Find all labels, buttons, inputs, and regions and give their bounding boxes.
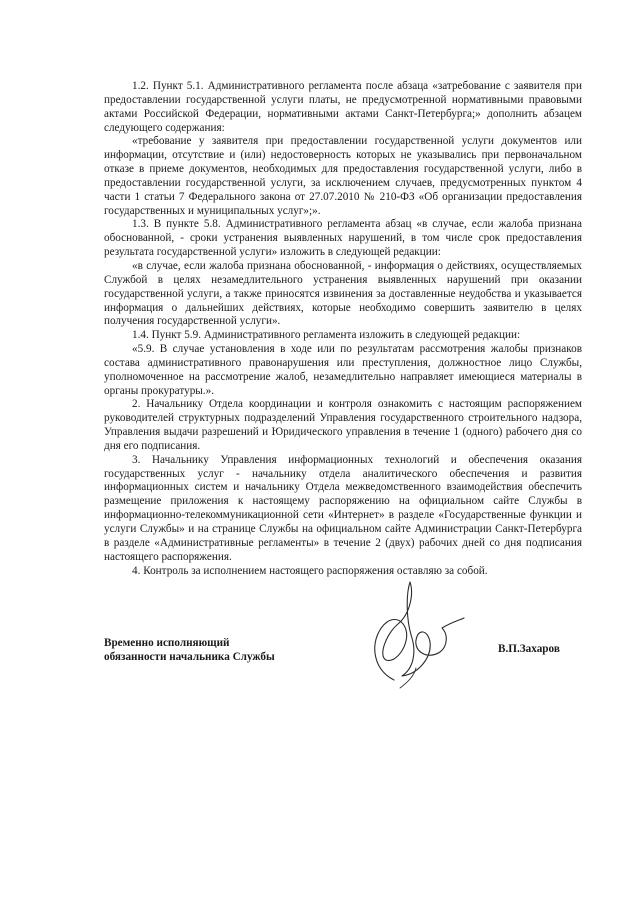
document-body [104, 80, 582, 578]
paragraph-1-2-quote: «требование у заявителя при предоставлении государственной услуги документов или информации, отсутствие и (или) недостоверность которых не указывались при первоначальном отказе в приеме документов, необходимых для предоставления государственной услуги, либо в предоставлении государственной услуги, за исключением случаев, предусмотренных пунктом 4 части 1 статьи 7 Федерального закона от 27.07.2010 № 210-ФЗ «Об организации предоставления государственных и муниципальных услуг»;». [104, 135, 582, 217]
paragraph-4: 4. Контроль за исполнением настоящего распоряжения оставляю за собой. [132, 564, 488, 577]
paragraph-1-3-quote: «в случае, если жалоба признана обоснованной, - информация о действиях, осуществляемых Службой в целях незамедлительного устранения выявленных нарушений при оказании государственной услуги, а также приносятся извинения за доставленные неудобства и указывается информация о дальнейших действиях, которые необходимо совершить заявителю в целях получения государственной услуги». [104, 259, 582, 328]
paragraph-1-4-quote: «5.9. В случае установления в ходе или по результатам рассмотрения жалобы признаков состава административного правонарушения или преступления, должностное лицо Службы, уполномоченное на рассмотрение жалоб, незамедлительно направляет имеющиеся материалы в органы прокуратуры.». [104, 343, 582, 397]
paragraph-1-3: 1.3. В пункте 5.8. Административного регламента абзац «в случае, если жалоба признана обоснованной, - сроки устранения выявленных нарушений, в том числе срок предоставления результата государственной услуги» изложить в следующей редакции: [104, 218, 582, 259]
signer-position-line-2: обязанности начальника Службы [104, 651, 275, 663]
paragraph-1-2: 1.2. Пункт 5.1. Административного регламента после абзаца «затребование с заявителя при предоставлении государственной услуги платы, не предусмотренной нормативными правовыми актами Российской Федерации, нормативными актами Санкт-Петербурга;» дополнить абзацем следующего содержания: [104, 80, 582, 134]
paragraph-3: 3. Начальнику Управления информационных технологий и обеспечения оказания государственных услуг - начальнику отдела аналитического обеспечения и развития информационных систем и начальнику Отдела межведомственного взаимодействия обеспечить размещение приложения к настоящему распоряжению на официальном сайте Службы в информационно-телекоммуникационной сети «Интернет» в разделе «Государственные функции и услуги Службы» и на странице Службы на официальном сайте Администрации Санкт-Петербурга в разделе «Административные регламенты» в течение 2 (двух) рабочих дней со дня подписания настоящего распоряжения. [104, 453, 582, 563]
handwritten-signature-icon [356, 572, 466, 692]
paragraph-2: 2. Начальнику Отдела координации и контроля ознакомить с настоящим распоряжением руководителей структурных подразделений Управления государственного строительного надзора, Управления выдачи разрешений и Юридического управления в течение 1 (одного) рабочего дня со дня его подписания. [104, 398, 582, 452]
signer-position [104, 636, 275, 664]
signer-name: В.П.Захаров [498, 643, 560, 655]
signer-position-line-1: Временно исполняющий [104, 637, 230, 649]
paragraph-1-4: 1.4. Пункт 5.9. Административного регламента изложить в следующей редакции: [132, 329, 521, 342]
